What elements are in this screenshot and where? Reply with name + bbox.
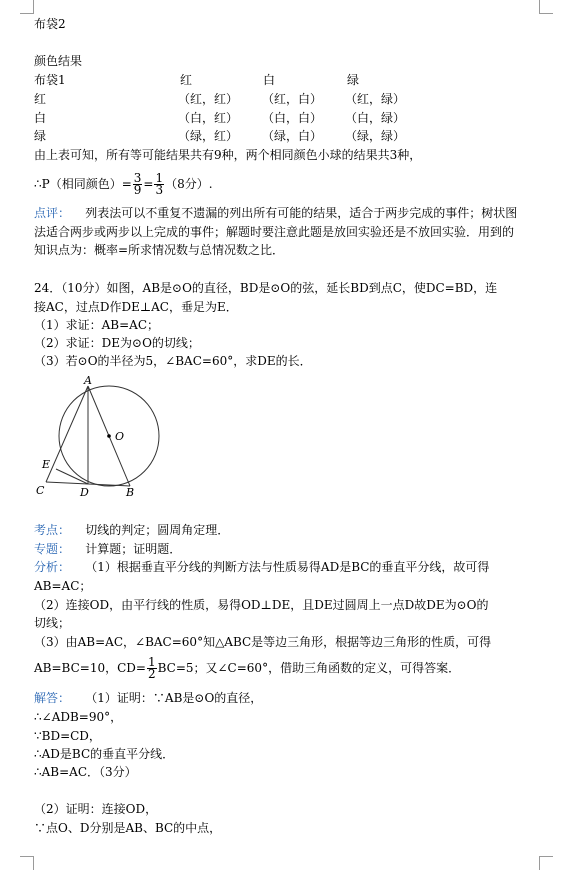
- comment-line-1: [34, 205, 517, 221]
- table-header-white: 白: [263, 73, 276, 87]
- answer-line-7: ∵点O、D分别是AB、BC的中点，: [34, 821, 222, 835]
- label-d: D: [80, 486, 89, 498]
- fraction-3-9: [133, 173, 143, 196]
- analysis-line-6-start: AB=BC=10，CD=: [34, 661, 146, 675]
- crop-mark-top-left: [20, 0, 34, 14]
- label-b: B: [126, 486, 135, 498]
- problem-24-line-1: 24．（10分）如图，AB是⊙O的直径，BD是⊙O的弦，延长BD到点C，使DC=BD，连: [34, 281, 498, 295]
- fraction-numerator: 1: [147, 655, 156, 669]
- bag2-label: 布袋2: [34, 17, 66, 31]
- point-o: [107, 434, 111, 438]
- kaodian-label: 考点：: [34, 523, 71, 537]
- table-row-label: 白: [34, 111, 47, 125]
- problem-24-line-2: 接AC，过点D作DE⊥AC，垂足为E．: [34, 300, 238, 314]
- fraction-denominator: 9: [133, 183, 142, 197]
- table-cell: （绿，绿）: [345, 129, 406, 143]
- problem-question-2: （2）求证：DE为⊙O的切线；: [34, 336, 200, 350]
- analysis-label: 分析：: [34, 560, 71, 574]
- comment-line-3: 知识点为：概率=所求情况数与总情况数之比．: [34, 243, 285, 257]
- analysis-text: （1）根据垂直平分线的判断方法与性质易得AD是BC的垂直平分线，故可得: [85, 560, 490, 574]
- table-cell: （红，白）: [262, 92, 323, 106]
- zhuanti-text: 计算题；证明题．: [85, 542, 182, 556]
- table-cell: （红，红）: [178, 92, 239, 106]
- analysis-line-2: AB=AC；: [34, 579, 92, 593]
- crop-mark-bottom-left: [20, 856, 34, 870]
- comment-line-2: 法适合两步或两步以上完成的事件；解题时要注意此题是放回实验还是不放回实验．用到的: [34, 225, 515, 239]
- table-row-label: 绿: [34, 129, 47, 143]
- crop-mark-bottom-right: [539, 856, 553, 870]
- table-cell: （绿，白）: [262, 129, 323, 143]
- label-e: E: [42, 458, 51, 471]
- fraction-1-3: [154, 173, 164, 196]
- answer-text: （1）证明：∵AB是⊙O的直径，: [85, 691, 263, 705]
- answer-line-4: ∴AD是BC的垂直平分线．: [34, 747, 175, 761]
- problem-question-3: （3）若⊙O的半径为5，∠BAC=60°，求DE的长．: [34, 354, 312, 368]
- answer-label: 解答：: [34, 691, 71, 705]
- analysis-line-6: [34, 655, 460, 681]
- zhuanti-label: 专题：: [34, 542, 71, 556]
- geometry-figure: [30, 374, 170, 498]
- fraction-denominator: 3: [155, 183, 164, 197]
- table-cell: （白，白）: [262, 111, 323, 125]
- kaodian-line: [34, 522, 229, 538]
- segment-de: [56, 469, 88, 484]
- label-a: A: [84, 374, 92, 387]
- analysis-line-1: [34, 559, 489, 575]
- table-cell: （白，绿）: [345, 111, 406, 125]
- label-c: C: [36, 484, 45, 497]
- segment-ac: [46, 386, 88, 482]
- probability-suffix: （8分）.: [165, 177, 213, 191]
- fraction-numerator: 3: [133, 171, 142, 185]
- equals-sign: =: [143, 177, 154, 191]
- table-cell: （绿，红）: [178, 129, 239, 143]
- fraction-numerator: 1: [155, 171, 164, 185]
- kaodian-text: 切线的判定；圆周角定理．: [85, 523, 230, 537]
- crop-mark-top-right: [539, 0, 553, 14]
- label-o: O: [115, 430, 125, 443]
- summary-text: 由上表可知，所有等可能结果共有9种，两个相同颜色小球的结果共3种，: [34, 148, 422, 162]
- probability-prefix: ∴P（相同颜色）=: [34, 177, 132, 191]
- analysis-line-3: （2）连接OD，由平行线的性质，易得OD⊥DE，且DE过圆周上一点D故DE为⊙O的: [34, 598, 489, 612]
- answer-line-1: [34, 690, 262, 706]
- answer-line-2: ∴∠ADB=90°，: [34, 710, 123, 724]
- analysis-line-4: 切线；: [34, 616, 71, 630]
- table-caption: 颜色结果: [34, 54, 83, 68]
- answer-line-3: ∵BD=CD，: [34, 729, 101, 743]
- analysis-line-6-end: BC=5；又∠C=60°，借助三角函数的定义，可得答案．: [157, 661, 461, 675]
- table-header-red: 红: [180, 73, 193, 87]
- answer-line-5: ∴AB=AC．（3分）: [34, 765, 137, 779]
- table-corner-label: 布袋1: [34, 73, 66, 87]
- zhuanti-line: [34, 541, 181, 557]
- table-header-green: 绿: [347, 73, 360, 87]
- comment-text: 列表法可以不重复不遗漏的列出所有可能的结果，适合于两步完成的事件；树状图: [85, 206, 518, 220]
- table-cell: （红，绿）: [345, 92, 406, 106]
- answer-line-6: （2）证明：连接OD，: [34, 802, 158, 816]
- fraction-denominator: 2: [147, 667, 156, 681]
- comment-label: 点评：: [34, 206, 71, 220]
- probability-line: [34, 171, 213, 197]
- table-row-label: 红: [34, 92, 47, 106]
- table-cell: （白，红）: [178, 111, 239, 125]
- analysis-line-5: （3）由AB=AC，∠BAC=60°知△ABC是等边三角形，根据等边三角形的性质，可得: [34, 635, 492, 649]
- problem-question-1: （1）求证：AB=AC；: [34, 318, 160, 332]
- fraction-1-2: [147, 657, 157, 680]
